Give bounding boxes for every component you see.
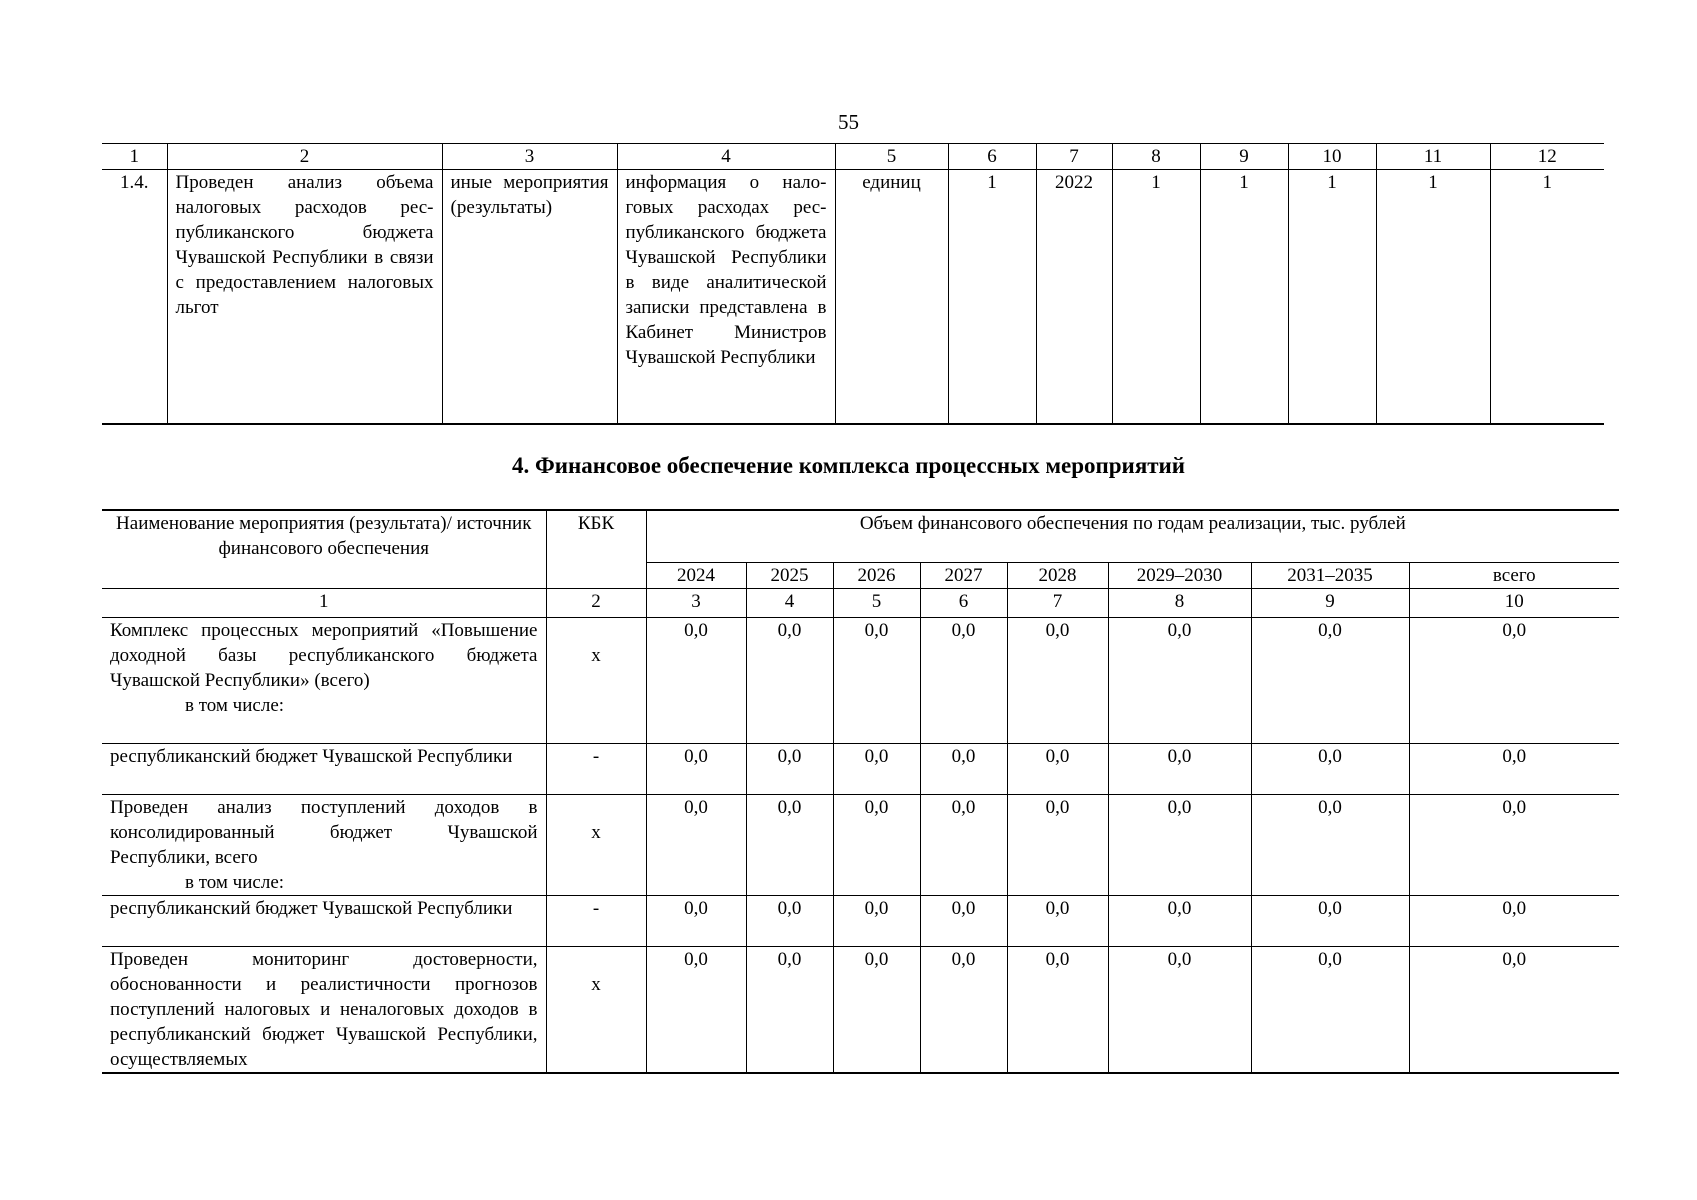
- value-2025: 1: [1200, 170, 1288, 424]
- section-heading: 4. Финансовое обеспечение комплекса процессных мероприятий: [511, 453, 1186, 478]
- value-cell: 0,0: [646, 794, 746, 895]
- value-cell: 0,0: [920, 895, 1007, 946]
- column-number: 8: [1112, 144, 1200, 170]
- value-cell: 0,0: [646, 743, 746, 794]
- value-cell: 0,0: [1251, 743, 1409, 794]
- value-cell: 0,0: [1007, 743, 1108, 794]
- column-number: 4: [746, 588, 833, 617]
- value-cell: 0,0: [1108, 895, 1251, 946]
- table-row: [102, 170, 1604, 424]
- value-2026: 1: [1288, 170, 1376, 424]
- unit: единиц: [835, 170, 948, 424]
- total-cell: 0,0: [1409, 617, 1619, 743]
- year-header: 2027: [920, 562, 1007, 588]
- header-kbk: КБК: [546, 510, 646, 588]
- value-cell: 0,0: [1007, 794, 1108, 895]
- value-cell: 0,0: [646, 895, 746, 946]
- value-cell: 0,0: [833, 895, 920, 946]
- column-number: 3: [646, 588, 746, 617]
- value-cell: 0,0: [1251, 794, 1409, 895]
- column-number: 12: [1490, 144, 1604, 170]
- year-header: 2026: [833, 562, 920, 588]
- row-name: республиканский бюджет Чувашской Республики: [102, 743, 546, 794]
- table2-column-numbers: [102, 588, 1619, 617]
- table2-header: [102, 510, 1619, 562]
- column-number: 2: [546, 588, 646, 617]
- result-characteristic: информация о налоговых расходах республиканского бюджета Чувашской Республики в виде аналитической записки представлена в Кабинет Министров Чувашской Республики: [617, 170, 835, 424]
- year-header: 2029–2030: [1108, 562, 1251, 588]
- table-row: [102, 794, 1619, 895]
- row-number: 1.4.: [120, 172, 149, 193]
- row-name-text: Проведен анализ поступлений доходов в консолидированный бюджет Чувашской Республики, всего: [110, 796, 538, 868]
- column-number: 10: [1409, 588, 1619, 617]
- header-name: Наименование мероприятия (результата)/ источник финансового обеспечения: [116, 513, 532, 559]
- column-number: 1: [102, 144, 167, 170]
- base-year: 2022: [1036, 170, 1112, 424]
- column-number: 10: [1288, 144, 1376, 170]
- value-2027: 1: [1376, 170, 1490, 424]
- value-cell: 0,0: [1251, 895, 1409, 946]
- value-cell: 0,0: [833, 743, 920, 794]
- kbk-cell: -: [546, 895, 646, 946]
- value-cell: 0,0: [920, 794, 1007, 895]
- value-2024: 1: [1112, 170, 1200, 424]
- row-subnote: в том числе:: [185, 694, 285, 716]
- column-number: 7: [1007, 588, 1108, 617]
- value-cell: 0,0: [833, 617, 920, 743]
- total-cell: 0,0: [1409, 946, 1619, 1073]
- table-row: [102, 895, 1619, 946]
- result-type: иные мероприятия (результаты): [442, 170, 617, 424]
- row-name: Проведен мониторинг достоверности, обоснованности и реалистичности прогнозов поступлений налоговых и неналоговых доходов в республиканский бюджет Чувашской Республики, осуществляемых: [110, 948, 538, 1070]
- column-number: 11: [1376, 144, 1490, 170]
- table1-column-numbers: [102, 144, 1604, 170]
- page-number: 55: [838, 110, 859, 134]
- indicators-table: [102, 143, 1604, 425]
- value-cell: 0,0: [1108, 617, 1251, 743]
- total-cell: 0,0: [1409, 743, 1619, 794]
- table-row: [102, 743, 1619, 794]
- column-number: 6: [948, 144, 1036, 170]
- column-number: 8: [1108, 588, 1251, 617]
- total-cell: 0,0: [1409, 794, 1619, 895]
- kbk-cell: -: [546, 743, 646, 794]
- value-cell: 0,0: [1251, 617, 1409, 743]
- value-cell: 0,0: [646, 617, 746, 743]
- value-cell: 0,0: [746, 895, 833, 946]
- total-cell: 0,0: [1409, 895, 1619, 946]
- value-cell: 0,0: [920, 743, 1007, 794]
- row-name: [102, 617, 546, 743]
- value-cell: 0,0: [920, 946, 1007, 1073]
- result-name: Проведен анализ объема налоговых расходов республиканского бюджета Чувашской Республики в связи с предоставлением налоговых льгот: [167, 170, 442, 424]
- year-header: 2024: [646, 562, 746, 588]
- kbk-cell: х: [546, 946, 646, 1073]
- column-number: 1: [102, 588, 546, 617]
- header-volume: Объем финансового обеспечения по годам реализации, тыс. рублей: [646, 510, 1619, 562]
- year-header: 2031–2035: [1251, 562, 1409, 588]
- total-header: всего: [1409, 562, 1619, 588]
- row-name: республиканский бюджет Чувашской Республики: [102, 895, 546, 946]
- column-number: 9: [1251, 588, 1409, 617]
- kbk-cell: х: [546, 794, 646, 895]
- value-2028: 1: [1490, 170, 1604, 424]
- value-cell: 0,0: [1007, 895, 1108, 946]
- value-cell: 0,0: [746, 794, 833, 895]
- value-cell: 0,0: [833, 794, 920, 895]
- column-number: 3: [442, 144, 617, 170]
- table-row: [102, 946, 1619, 1073]
- value-cell: 0,0: [1251, 946, 1409, 1073]
- column-number: 4: [617, 144, 835, 170]
- column-number: 7: [1036, 144, 1112, 170]
- value-cell: 0,0: [746, 946, 833, 1073]
- year-header: 2025: [746, 562, 833, 588]
- value-cell: 0,0: [920, 617, 1007, 743]
- column-number: 5: [835, 144, 948, 170]
- value-cell: 0,0: [833, 946, 920, 1073]
- base-value: 1: [948, 170, 1036, 424]
- column-number: 9: [1200, 144, 1288, 170]
- column-number: 6: [920, 588, 1007, 617]
- value-cell: 0,0: [746, 743, 833, 794]
- value-cell: 0,0: [646, 946, 746, 1073]
- row-subnote: в том числе:: [185, 871, 285, 893]
- column-number: 5: [833, 588, 920, 617]
- year-header: 2028: [1007, 562, 1108, 588]
- kbk-cell: х: [546, 617, 646, 743]
- value-cell: 0,0: [1108, 743, 1251, 794]
- value-cell: 0,0: [1007, 946, 1108, 1073]
- column-number: 2: [167, 144, 442, 170]
- value-cell: 0,0: [1007, 617, 1108, 743]
- table-row: [102, 617, 1619, 743]
- value-cell: 0,0: [1108, 794, 1251, 895]
- row-name: [102, 794, 546, 895]
- financing-table: [102, 509, 1619, 1074]
- value-cell: 0,0: [1108, 946, 1251, 1073]
- value-cell: 0,0: [746, 617, 833, 743]
- row-name-text: Комплекс процессных мероприятий «Повышение доходной базы республиканского бюджета Чувашской Республики» (всего): [110, 619, 538, 691]
